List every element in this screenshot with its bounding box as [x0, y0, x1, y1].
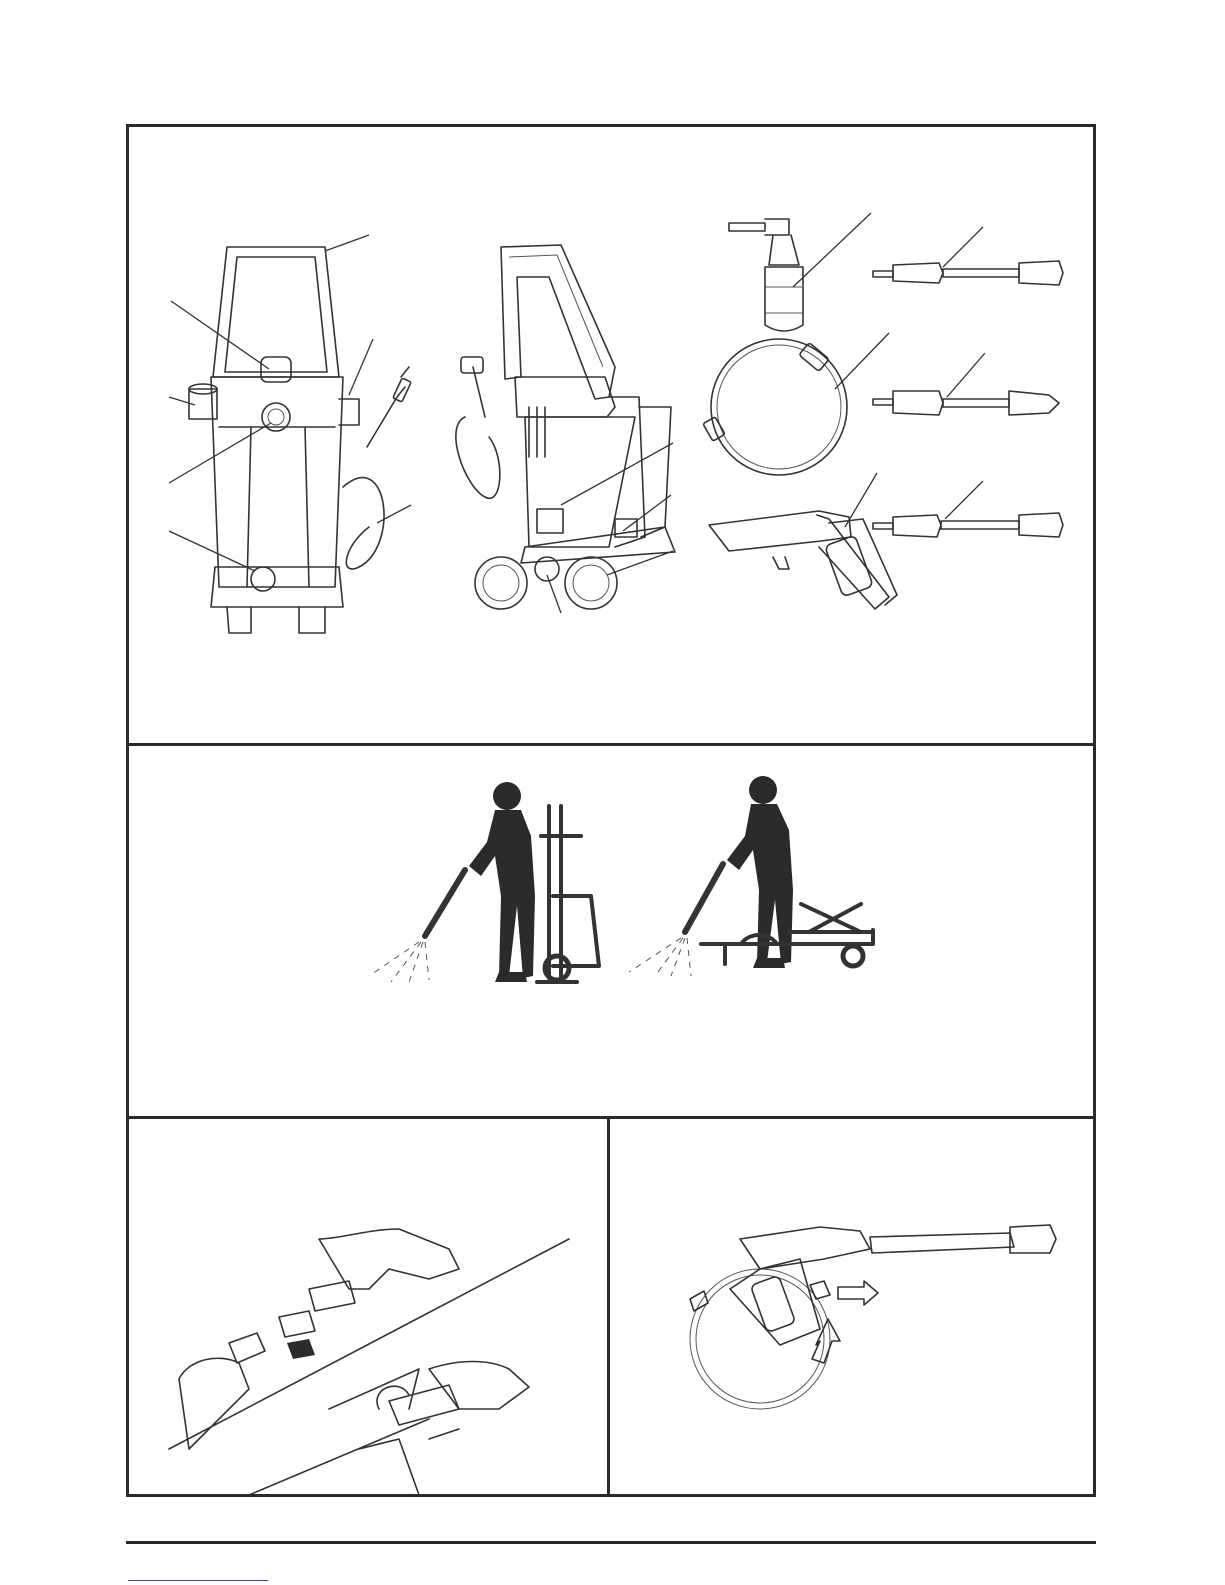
lance-parts	[873, 227, 1063, 537]
figure-spray-gun-connection	[607, 1116, 1096, 1497]
lower-hand	[179, 1358, 249, 1449]
push-arrow-icon	[838, 1281, 878, 1305]
spray-gun-hose-connection-illustration	[610, 1119, 1093, 1494]
hose-coil-part	[703, 333, 889, 475]
spray-gun-part	[709, 473, 897, 609]
operator-posture-illustration	[129, 746, 1093, 1116]
detergent-bottle-part	[729, 213, 871, 331]
washer-front-view	[169, 235, 411, 633]
footer-rule	[126, 1541, 1096, 1544]
figure-operator-posture	[126, 743, 1096, 1119]
operator-horizontal-unit	[629, 776, 873, 976]
direction-arrow-icon	[287, 1339, 315, 1359]
figure-parts-overview	[126, 124, 1096, 746]
figure-nozzle-attachment	[126, 1116, 610, 1497]
washer-side-view	[456, 245, 675, 613]
footer-link[interactable]	[128, 1580, 268, 1581]
parts-overview-illustration	[129, 127, 1093, 743]
nozzle-attachment-illustration	[129, 1119, 607, 1494]
lift-arrow-icon	[812, 1319, 840, 1363]
operator-upright-unit	[369, 782, 599, 982]
upper-hand	[319, 1229, 459, 1289]
